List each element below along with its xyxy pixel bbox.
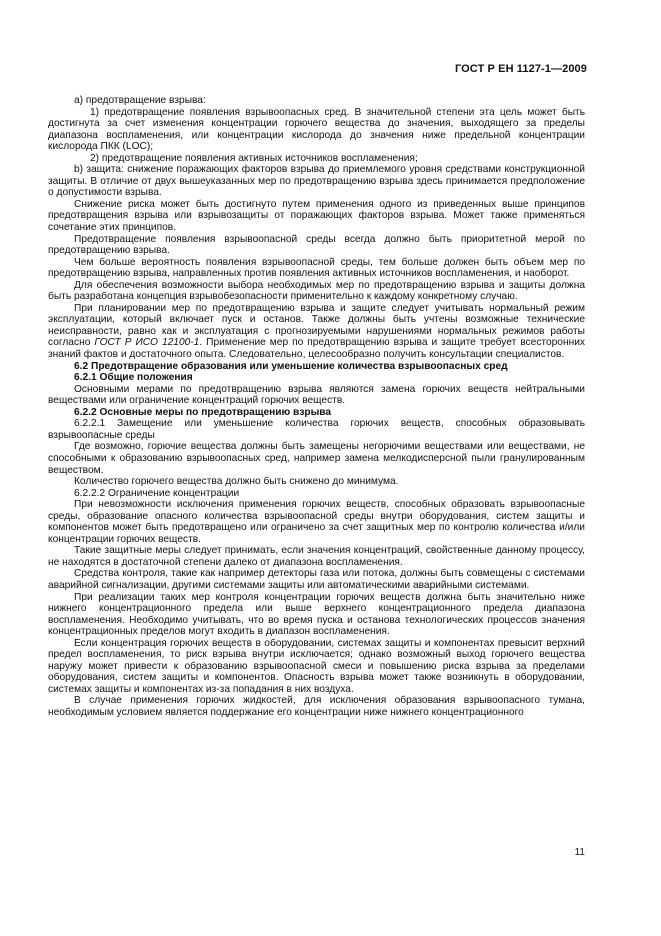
paragraph: Чем больше вероятность появления взрывоопасной среды, тем больше должен быть объем мер по предотвращению взрыва, направленных против появления активных источников воспламенения, и наоборот. (48, 256, 585, 280)
paragraph: Для обеспечения возможности выбора необходимых мер по предотвращению взрыва и защиты должна быть разработана концепция взрывобезопасности применительно к каждому конкретному случаю. (48, 279, 585, 303)
paragraph: а) предотвращение взрыва: (74, 95, 206, 106)
clause-heading: 6.2.2.2 Ограничение концентрации (74, 487, 240, 499)
paragraph: 2) предотвращение появления активных источников воспламенения; (90, 152, 418, 164)
document-code: ГОСТ Р ЕН 1127-1—2009 (454, 63, 587, 75)
paragraph: В случае применения горючих жидкостей, для исключения образования взрывоопасного тумана, необходимым условием является поддержание его концентрации ниже нижнего концентрационного (48, 695, 585, 718)
paragraph (48, 303, 585, 361)
paragraph: Где возможно, горючие вещества должны быть замещены негорючими веществами или веществами, не способными к образованию взрывоопасных сред, например замена мелкодисперсной пыли гранулированным веществом. (48, 441, 585, 476)
paragraph: Количество горючего вещества должно быть снижено до минимума. (74, 476, 399, 488)
section-heading: 6.2 Предотвращение образования или уменьшение количества взрывоопасных сред (74, 360, 508, 372)
paragraph: При невозможности исключения применения горючих веществ, способных образовать взрывоопасные среды, образование опасного количества взрывоопасной среды внутри оборудования, систем защиты и компонентов может быть предотвращено или ограничено за счет защитных мер по контролю количества и/или концентрации горючих веществ. (48, 499, 585, 545)
paragraph: Предотвращение появления взрывоопасной среды всегда должно быть приоритетной мерой по предотвращению взрыва. (48, 233, 585, 257)
paragraph-text: При планировании мер по предотвращению взрыва и защите следует учитывать нормальный режим эксплуатации, который включает пуск и останов. Также должны быть учтены возможные технические неисправности, равно как и эксплуатация с прогнозируемыми нарушениями нормальных режимов работы согласно (48, 302, 585, 349)
paragraph-text: . Применение мер по предотвращению взрыва и защите требует всесторонних знаний фактов и достаточного опыта. Следовательно, целесообразно получить консультации специалистов. (48, 337, 585, 361)
paragraph: Если концентрация горючих веществ в оборудовании, системах защиты и компонентах превысит верхний предел воспламенения, то риск взрыва внутри исключается; однако возможный выход горючего вещества наружу может привести к образованию взрывоопасной смеси и повышению риска взрыва за пределами оборудования, систем защиты и компонентов. Опасность взрыва может также возникнуть в оборудовании, системах защиты и компонентах из-за попадания в них воздуха. (48, 637, 585, 695)
paragraph: 1) предотвращение появления взрывоопасных сред. В значительной степени эта цель может быть достигнута за счет изменения концентрации горючего вещества до значения, выходящего за пределы диапазона воспламенения, или концентрации кислорода до значения ниже предельной концентрации кислорода ПКК (LOC); (48, 106, 585, 153)
clause-heading: 6.2.2.1 Замещение или уменьшение количества горючих веществ, способных образовывать взрывоопасные среды (48, 418, 585, 441)
paragraph: Снижение риска может быть достигнуто путем применения одного из приведенных выше принципов предотвращения взрыва или взрывозащиты от поражающих факторов взрыва. Может также применяться сочетание этих принципов. (48, 198, 585, 234)
paragraph: Средства контроля, такие как например детекторы газа или потока, должны быть совмещены с системами аварийной сигнализации, другими системами защиты или автоматическими аварийными системами. (48, 568, 585, 591)
paragraph: При реализации таких мер контроля концентрации горючих веществ должна быть значительно ниже нижнего концентрационного предела или выше верхнего концентрационного предела диапазона воспламенения. Необходимо учитывать, что во время пуска и останова технологических процессов значения концентрационных пределов могут входить в диапазон воспламенения. (48, 591, 585, 638)
paragraph: b) защита: снижение поражающих факторов взрыва до приемлемого уровня средствами конструкционной защиты. В отличие от двух вышеуказанных мер по предотвращению взрыва здесь принимается предположение о допустимости взрыва. (48, 164, 585, 199)
page-number: 11 (574, 847, 585, 858)
subsection-heading: 6.2.2 Основные меры по предотвращению взрыва (74, 406, 332, 418)
page-body (48, 95, 585, 719)
subsection-heading: 6.2.1 Общие положения (74, 372, 193, 384)
paragraph: Основными мерами по предотвращению взрыва являются замена горючих веществ нейтральными веществами или ограничение концентраций горючих веществ. (48, 383, 585, 407)
standard-reference: ГОСТ Р ИСО 12100-1 (94, 337, 200, 349)
paragraph: Такие защитные меры следует принимать, если значения концентраций, свойственные данному процессу, не находятся в достаточной степени далеко от диапазона воспламенения. (48, 545, 585, 568)
